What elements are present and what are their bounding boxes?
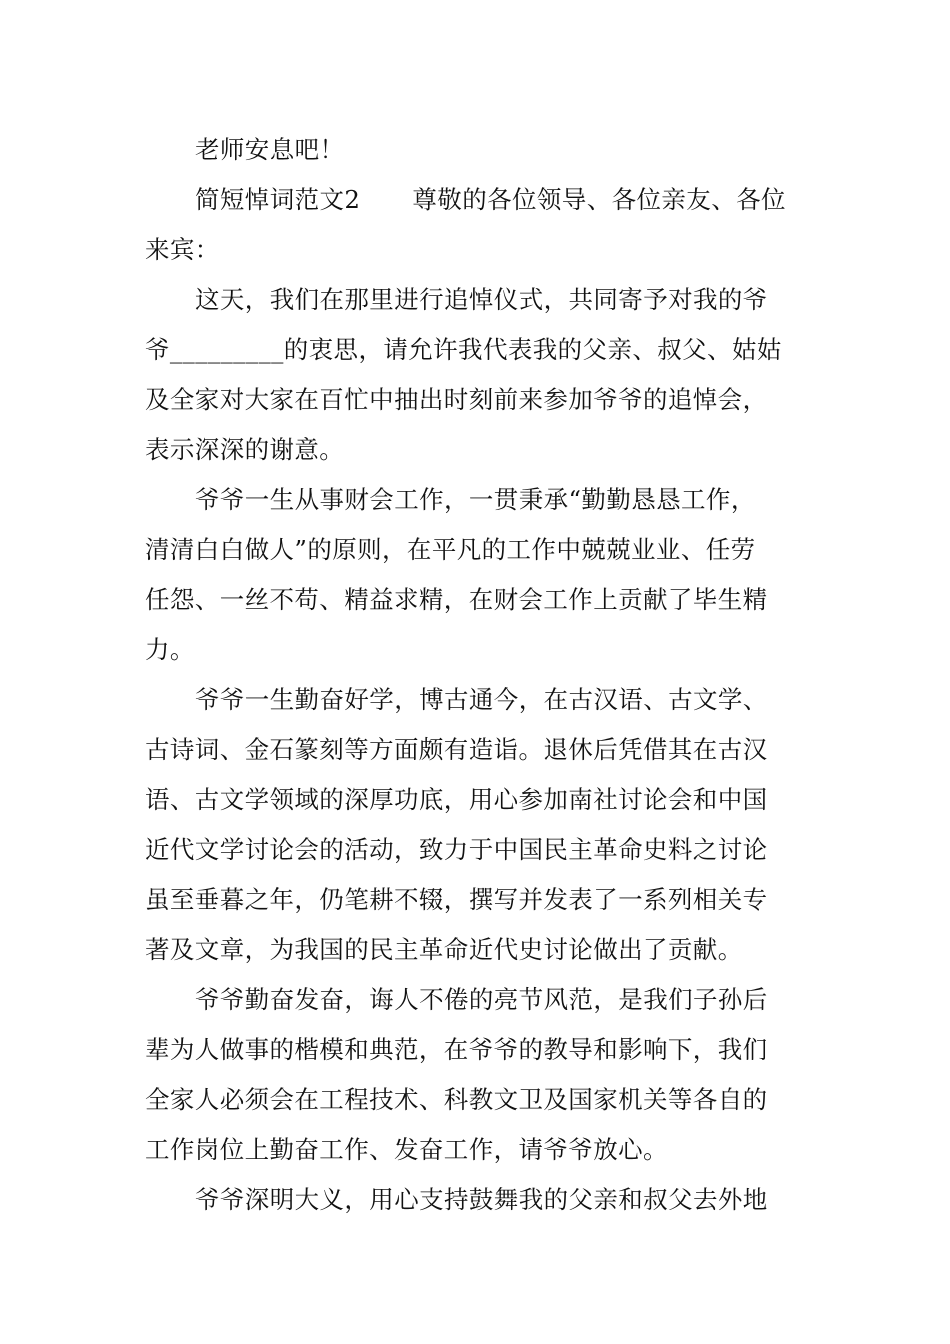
text-line: 老师安息吧！ — [195, 135, 345, 164]
text-line: 辈为人做事的楷模和典范，在爷爷的教导和影响下，我们 — [145, 1035, 768, 1064]
text-line: 及全家对大家在百忙中抽出时刻前来参加爷爷的追悼会， — [145, 385, 768, 414]
text-line: 这天，我们在那里进行追悼仪式，共同寄予对我的爷 — [195, 285, 768, 314]
text-line: 爷_________的衷思，请允许我代表我的父亲、叔父、姑姑 — [145, 335, 782, 364]
text-line: 近代文学讨论会的活动，致力于中国民主革命史料之讨论 — [145, 835, 768, 864]
text-line: 表示深深的谢意。 — [145, 435, 345, 464]
salutation: 尊敬的各位领导、各位亲友、各位 — [412, 185, 786, 214]
text-line: 工作岗位上勤奋工作、发奋工作，请爷爷放心。 — [145, 1135, 668, 1164]
text-line: 爷爷深明大义，用心支持鼓舞我的父亲和叔父去外地 — [195, 1185, 768, 1214]
text-line: 爷爷勤奋发奋，诲人不倦的亮节风范，是我们子孙后 — [195, 985, 768, 1014]
text-line: 来宾： — [145, 235, 220, 264]
text-line: 语、古文学领域的深厚功底，用心参加南社讨论会和中国 — [145, 785, 768, 814]
text-line: 著及文章，为我国的民主革命近代史讨论做出了贡献。 — [145, 935, 743, 964]
text-line: 全家人必须会在工程技术、科教文卫及国家机关等各自的 — [145, 1085, 768, 1114]
text-line — [195, 183, 810, 217]
text-line: 古诗词、金石篆刻等方面颇有造诣。退休后凭借其在古汉 — [145, 735, 768, 764]
text-line: 爷爷一生从事财会工作，一贯秉承“勤勤恳恳工作， — [195, 485, 756, 514]
text-line: 力。 — [145, 635, 195, 664]
text-line: 虽至垂暮之年，仍笔耕不辍，撰写并发表了一系列相关专 — [145, 885, 768, 914]
section-heading: 简短悼词范文2 — [195, 185, 361, 214]
text-line: 清清白白做人”的原则，在平凡的工作中兢兢业业、任劳 — [145, 535, 756, 564]
text-line: 任怨、一丝不苟、精益求精，在财会工作上贡献了毕生精 — [145, 585, 768, 614]
text-line: 爷爷一生勤奋好学，博古通今，在古汉语、古文学、 — [195, 685, 768, 714]
